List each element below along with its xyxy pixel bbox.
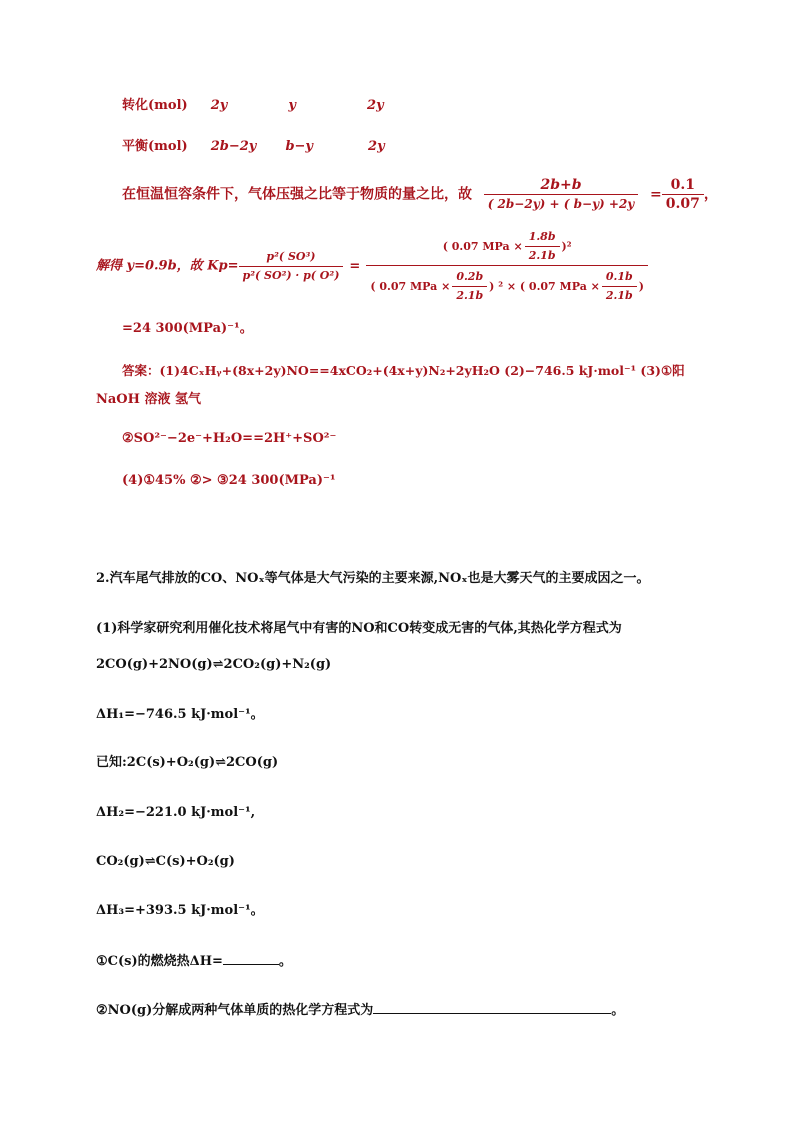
equation-3: CO₂(g)⇌C(s)+O₂(g) (96, 854, 235, 869)
conversion-c1: 2y (210, 98, 228, 113)
answer-blank-1[interactable] (223, 952, 279, 965)
solve-text: 解得 y=0.9b，故 Kp= (96, 258, 239, 274)
equals-sign-2: = (349, 258, 361, 274)
fraction-1-denominator: ( 2b−2y) + ( b−y) +2y (484, 194, 639, 213)
frac-02b (452, 268, 487, 305)
sub-question-2 (96, 1001, 624, 1020)
equilibrium-c2: b−y (285, 139, 313, 154)
sub-question-2-text: ②NO(g)分解成两种气体单质的热化学方程式为 (96, 1003, 374, 1018)
frac-18b (525, 228, 560, 265)
sub-question-1 (96, 952, 292, 971)
answer-line-2: NaOH 溶液 氢气 (96, 392, 201, 407)
equilibrium-label: 平衡(mol) (122, 139, 188, 154)
sub-question-1-end: 。 (278, 954, 292, 969)
denominator-times: ) ² × ( 0.07 MPa × (489, 279, 600, 293)
kp-value-numerator (403, 228, 612, 265)
trailing-comma: ， (703, 186, 718, 203)
equilibrium-c1: 2b−2y (210, 139, 257, 154)
kp-numerator: p²( SO³) (266, 250, 316, 263)
kp-expression-line (96, 228, 648, 305)
delta-h-1: ΔH₁=−746.5 kJ·mol⁻¹。 (96, 707, 264, 722)
conversion-c2: y (288, 98, 296, 113)
kp-result: =24 300(MPa)⁻¹。 (122, 321, 253, 336)
known-equation: 已知:2C(s)+O₂(g)⇌2CO(g) (96, 755, 279, 770)
answer-line-4: (4)①45% ②> ③24 300(MPa)⁻¹ (122, 473, 336, 488)
frac-01b (602, 268, 637, 305)
frac-01b-den: 2.1b (602, 286, 637, 305)
denominator-close: ) (638, 279, 644, 293)
denominator-open: ( 0.07 MPa × (370, 279, 451, 293)
equation-1: 2CO(g)+2NO(g)⇌2CO₂(g)+N₂(g) (96, 657, 332, 672)
fraction-2-denominator: 0.07 (662, 194, 704, 213)
delta-h-3: ΔH₃=+393.5 kJ·mol⁻¹。 (96, 903, 264, 918)
equilibrium-row (122, 138, 385, 156)
frac-01b-num: 0.1b (605, 270, 633, 283)
fraction-2-numerator: 0.1 (670, 177, 695, 193)
pressure-ratio-line (122, 176, 718, 213)
answer-line-1: 答案：(1)4CₓHᵧ+(8x+2y)NO==4xCO₂+(4x+y)N₂+2yH₂O (2)−746.5 kJ·mol⁻¹ (3)①阳 (122, 363, 685, 378)
kp-fraction (239, 248, 344, 285)
delta-h-2: ΔH₂=−221.0 kJ·mol⁻¹, (96, 805, 256, 820)
ratio-fraction-1 (472, 176, 650, 213)
answer-blank-2[interactable] (373, 1001, 611, 1014)
kp-value-denominator (366, 265, 648, 305)
equals-sign: = (650, 186, 662, 203)
conversion-label: 转化(mol) (122, 98, 188, 113)
question-2-part-1: (1)科学家研究利用催化技术将尾气中有害的NO和CO转变成无害的气体,其热化学方程式为 (96, 621, 622, 636)
frac-02b-den: 2.1b (452, 286, 487, 305)
frac-18b-num: 1.8b (528, 230, 556, 243)
kp-value-fraction (366, 228, 648, 305)
sub-question-2-end: 。 (611, 1003, 625, 1018)
sub-question-1-text: ①C(s)的燃烧热ΔH= (96, 954, 223, 969)
ratio-fraction-2 (662, 176, 704, 213)
fraction-1-numerator: 2b+b (540, 177, 582, 193)
conversion-c3: 2y (367, 98, 384, 113)
pressure-text: 在恒温恒容条件下，气体压强之比等于物质的量之比，故 (122, 186, 472, 203)
conversion-row (122, 97, 384, 115)
answer-line-3: ②SO²⁻−2e⁻+H₂O==2H⁺+SO²⁻ (122, 431, 337, 446)
equilibrium-c3: 2y (368, 139, 385, 154)
question-2-intro: 2.汽车尾气排放的CO、NOₓ等气体是大气污染的主要来源,NOₓ也是大雾天气的主要成因之一。 (96, 571, 650, 586)
frac-18b-den: 2.1b (525, 246, 560, 265)
frac-02b-num: 0.2b (456, 270, 484, 283)
kp-denominator: p²( SO²) · p( O²) (239, 266, 344, 285)
numerator-open: ( 0.07 MPa × (442, 239, 523, 253)
numerator-close: )² (561, 239, 572, 253)
